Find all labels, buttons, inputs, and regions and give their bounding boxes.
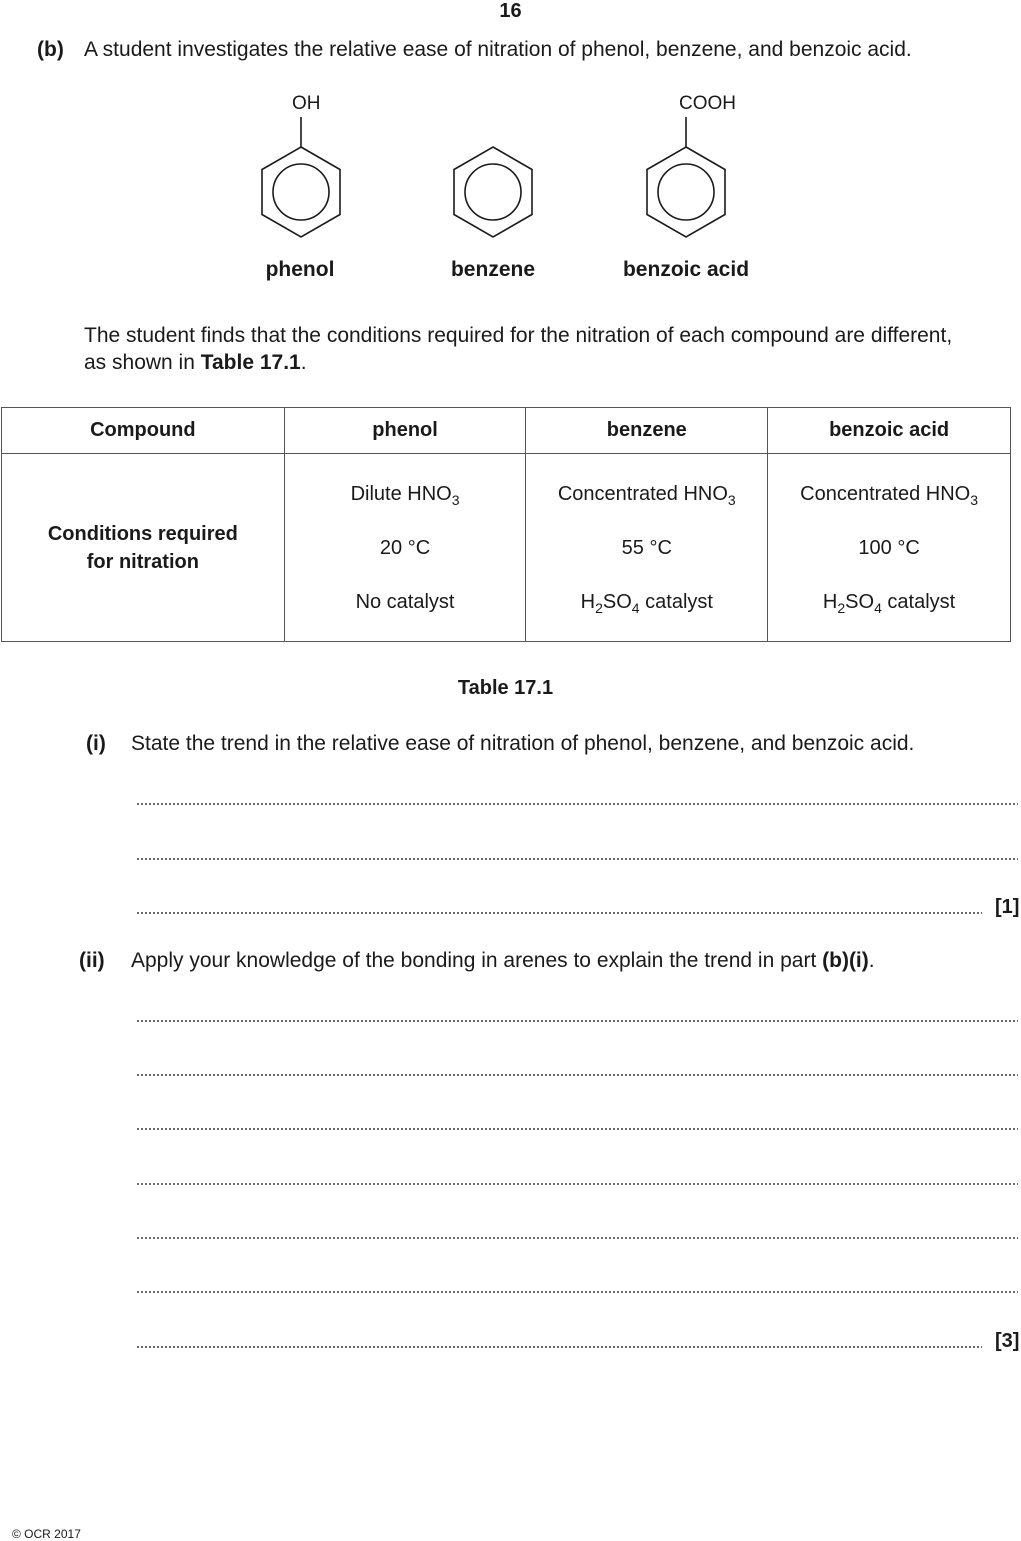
answer-line-i-1[interactable] — [136, 802, 1018, 806]
finding-line-2: as shown in Table 17.1. — [84, 351, 307, 374]
answer-line-ii-5[interactable] — [136, 1236, 1018, 1240]
answer-line-i-3[interactable] — [136, 911, 982, 915]
benzene-structure — [454, 147, 532, 237]
answer-line-ii-4[interactable] — [136, 1182, 1018, 1186]
answer-line-ii-7[interactable] — [136, 1345, 982, 1349]
header-benzoic-acid: benzoic acid — [768, 408, 1011, 454]
benzoic-acid-catalyst: $H_2SO_4$ catalyst — [822, 590, 956, 616]
marks-ii: [3] — [995, 1330, 1020, 1352]
question-ii-label: (ii) — [79, 949, 105, 972]
benzene-conditions — [526, 454, 768, 642]
answer-line-ii-6[interactable] — [136, 1290, 1018, 1294]
header-benzene: benzene — [526, 408, 768, 454]
benzene-temperature: 55 °C — [621, 536, 672, 559]
question-i-label: (i) — [86, 732, 106, 755]
question-i-text: State the trend in the relative ease of nitration of phenol, benzene, and benzoic acid. — [131, 732, 915, 755]
table-caption: Table 17.1 — [457, 677, 554, 699]
benzoic-acid-acid: Concentrated $HNO_3$ — [800, 482, 979, 508]
marks-i: [1] — [995, 896, 1020, 918]
phenol-catalyst: No catalyst — [355, 590, 455, 613]
benzene-label: benzene — [450, 258, 536, 281]
header-compound: Compound — [2, 408, 285, 454]
part-b-intro: A student investigates the relative ease of nitration of phenol, benzene, and benzoic acid. — [84, 38, 912, 61]
phenol-label: phenol — [265, 258, 335, 281]
benzoic-acid-cooh-group: COOH — [679, 93, 736, 114]
finding-line-1: The student finds that the conditions required for the nitration of each compound are different, — [84, 324, 953, 347]
nitration-conditions-table — [1, 407, 1011, 642]
structures-diagram — [0, 85, 1021, 245]
answer-line-ii-3[interactable] — [136, 1127, 1018, 1131]
phenol-structure — [262, 117, 340, 237]
copyright-footer: © OCR 2017 — [12, 1527, 81, 1541]
benzoic-acid-temperature: 100 °C — [858, 536, 920, 559]
answer-line-i-2[interactable] — [136, 857, 1018, 861]
benzoic-acid-label: benzoic acid — [622, 258, 750, 281]
benzene-catalyst: $H_2SO_4$ catalyst — [580, 590, 713, 616]
header-phenol: phenol — [284, 408, 526, 454]
answer-line-ii-1[interactable] — [136, 1019, 1018, 1023]
benzoic-acid-structure — [647, 117, 725, 237]
part-b-label: (b) — [37, 38, 64, 61]
benzene-acid: Concentrated $HNO_3$ — [557, 482, 736, 508]
phenol-acid: Dilute $HNO_3$ — [350, 482, 460, 508]
page-number: 16 — [499, 0, 522, 22]
table-conditions-row — [2, 454, 1011, 642]
table-header-row — [2, 408, 1011, 454]
question-ii-text: Apply your knowledge of the bonding in arenes to explain the trend in part (b)(i). — [131, 949, 875, 972]
answer-line-ii-2[interactable] — [136, 1073, 1018, 1077]
phenol-temperature: 20 °C — [379, 536, 431, 559]
row-label-conditions: Conditions required for nitration — [2, 454, 285, 642]
benzoic-acid-conditions — [768, 454, 1011, 642]
phenol-conditions — [284, 454, 526, 642]
phenol-oh-group: OH — [292, 93, 321, 114]
